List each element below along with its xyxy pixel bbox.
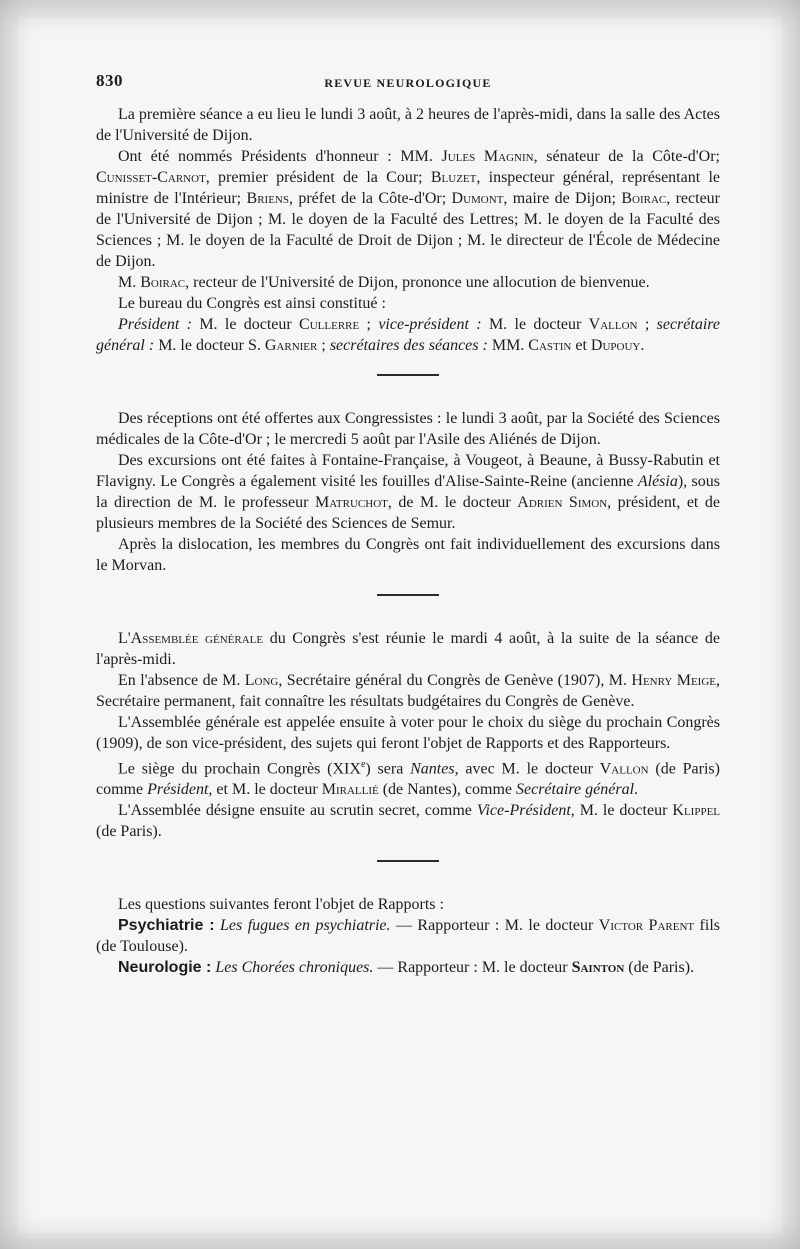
paragraph-neurology [96,957,720,978]
text: (de Nantes), comme [378,781,516,799]
report-title: Les Chorées chroniques. [215,959,374,977]
page-header [96,70,720,94]
paragraph-honorary-presidents [96,146,720,272]
text: — Rapporteur : M. le docteur [390,917,599,935]
person-name: Boirac [621,190,667,207]
text: Le bureau du Congrès est ainsi constitué : [118,295,386,312]
role: vice-président : [378,316,482,333]
heading-inline: Assemblée générale [130,630,264,647]
paragraph [96,293,720,314]
person-name: Klippel [672,802,721,820]
text: ; [317,337,330,354]
text: du Congrès s'est réunie le mardi 4 août, à la suite de la séance de l'après-midi. [96,630,720,668]
person-name: Victor Parent [598,917,695,935]
role: secrétaires des séances : [329,337,488,354]
person-name: Castin [528,337,572,354]
paragraph-excursions [96,450,720,534]
text: , recteur de l'Université de Dijon ; M. le doyen de la Faculté des Lettres; M. le doyen de la Faculté des Sciences ; M. le doyen de la Faculté de Droit de Dijon ; M. le directeur de l'École de Médecine de Dijon. [96,190,721,270]
text: fils (de Toulouse). [96,917,721,956]
text: ), sous la direction de M. le professeur [96,473,720,511]
text: ) sera [365,760,411,778]
text: , premier président de la Cour; [205,169,431,186]
paragraph [96,800,720,842]
person-name: Matruchot [314,494,388,511]
text: La première séance a eu lieu le lundi 3 août, à 2 heures de l'après-midi, dans la salle des Actes de l'Université de Dijon. [96,106,720,144]
text: M. [118,274,141,291]
section-opening-session [96,104,720,356]
text: . [640,337,645,354]
section-reports [96,894,720,978]
topic-heading: Neurologie : [118,959,212,977]
page-number: 830 [96,71,123,90]
text: M. le docteur S. [154,337,265,354]
person-name: Garnier [264,337,318,354]
text: Des réceptions ont été offertes aux Congressistes : le lundi 3 août, par la Société des Sciences médicales de la Côte-d'Or ; le mercredi 5 août par l'Asile des Aliénés de Dijon. [96,410,720,448]
text: , sénateur de la Côte-d'Or; [533,148,720,165]
role: Secrétaire général [516,781,635,799]
text: L' [118,630,131,647]
paragraph [96,408,720,450]
text: L'Assemblée générale est appelée ensuite à voter pour le choix du siège du prochain Congrès (1909), de son vice-président, des sujets qui feront l'objet de Rapports et des Rapporteurs. [96,714,720,752]
text: Ont été nommés Présidents d'honneur : MM. [118,148,442,165]
text: , M. le docteur [570,802,673,820]
role: secrétaire général : [96,316,720,354]
text: ; [359,316,379,333]
text: , Secrétaire permanent, fait connaître les résultats budgétaires du Congrès de Genève. [96,672,720,710]
text: Le siège du prochain Congrès (XIX [118,760,361,778]
person-name: Jules Magnin [441,148,534,165]
topic-heading: Psychiatrie : [118,917,215,935]
text: MM. [487,337,529,354]
paragraph [96,628,720,670]
text: . [634,781,639,799]
text: Les questions suivantes feront l'objet de Rapports : [118,896,444,914]
person-name: Mirallié [321,781,379,799]
person-name: Cunisset-Carnot [96,169,206,186]
text: L'Assemblée désigne ensuite au scrutin secret, comme [118,802,477,820]
text: , Secrétaire général du Congrès de Genève (1907), M. [278,672,632,689]
paragraph-psychiatry [96,915,720,957]
text: — Rapporteur : M. le docteur [373,959,572,977]
superscript: e [360,759,366,770]
person-name: Briens [246,190,289,207]
spacer [96,376,720,408]
text: M. le docteur [481,316,589,333]
text: , maire de Dijon; [503,190,622,207]
paragraph [96,670,720,712]
text: (de Paris). [96,823,162,841]
person-name: Dupouy [590,337,641,354]
spacer [96,596,720,628]
person-name: Cullerre [299,316,360,333]
text: (de Paris) comme [96,760,720,799]
paragraph [96,534,720,576]
section-general-assembly [96,628,720,842]
paragraph [96,712,720,754]
text: M. le docteur [191,316,300,333]
page-content [96,70,720,978]
text: Après la dislocation, les membres du Congrès ont fait individuellement des excursions dans le Morvan. [96,536,720,574]
text: En l'absence de M. [118,672,245,689]
paragraph [96,104,720,146]
section-receptions [96,408,720,576]
paragraph-bureau [96,314,720,356]
person-name: Vallon [588,316,638,333]
person-name: Bluzet [430,169,477,186]
spacer [96,862,720,894]
report-title: Les fugues en psychiatrie. [220,917,391,935]
place-name: Nantes [410,760,455,778]
person-name: Vallon [599,760,649,778]
running-head: REVUE NEUROLOGIQUE [324,76,492,90]
text: Des excursions ont été faites à Fontaine-Française, à Vougeot, à Beaune, à Bussy-Rabutin et Flavigny. Le Congrès a également visité les fouilles d'Alise-Sainte-Reine (ancienne [96,452,720,490]
person-name: Sainton [571,959,625,977]
place-name: Alésia [637,473,678,490]
text: , recteur de l'Université de Dijon, prononce une allocution de bienvenue. [185,274,650,291]
text: , préfet de la Côte-d'Or; [288,190,452,207]
role: Vice-Président [476,802,571,820]
paragraph-next-congress [96,754,720,800]
text: , président, et de plusieurs membres de la Société des Sciences de Semur. [96,494,720,532]
role: Président : [118,316,192,333]
text: ; [637,316,657,333]
role: Président [147,781,209,799]
text: (de Paris). [624,959,695,977]
paragraph [96,272,720,293]
text: , de M. le docteur [387,494,518,511]
person-name: Dumont [451,190,504,207]
paragraph [96,894,720,915]
person-name: Long [244,672,279,689]
person-name: Boirac [140,274,186,291]
text: , avec M. le docteur [454,760,600,778]
text: , et M. le docteur [208,781,322,799]
person-name: Henry Meige [631,672,716,689]
text: , inspecteur général, représentant le ministre de l'Intérieur; [96,169,720,207]
text: et [571,337,591,354]
person-name: Adrien Simon [517,494,608,511]
